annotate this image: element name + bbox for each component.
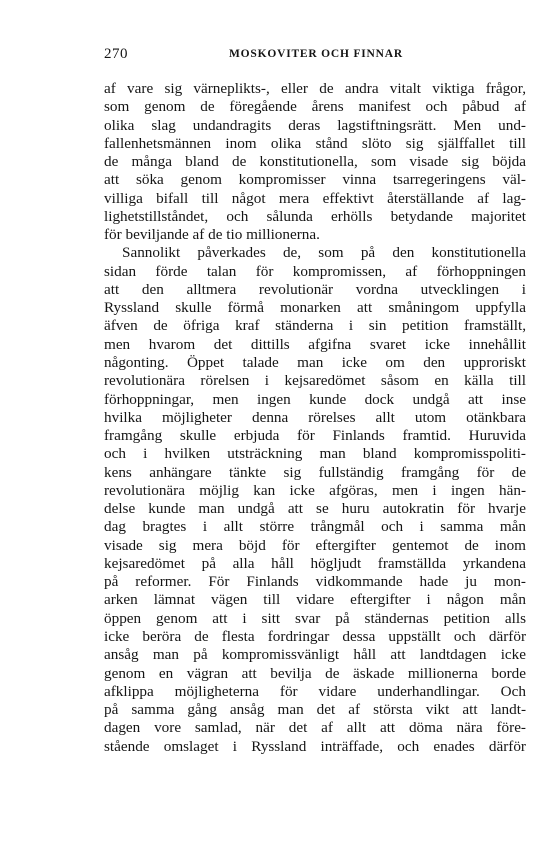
text-line: genom en vägran att bevilja de äskade millionerna borde bbox=[104, 664, 526, 682]
text-line: att den alltmera revolutionär vordna utvecklingen i bbox=[104, 280, 526, 298]
text-line: revolutionära rörelsen i kejsaredömet såsom en källa till bbox=[104, 372, 526, 390]
text-line: dag bragtes i allt större trångmål och i samma mån bbox=[104, 518, 526, 536]
text-line: hvilka möjligheter denna rörelses allt utom otänkbara bbox=[104, 408, 526, 426]
text-line: men hvarom det dittills afgifna svaret icke innehållit bbox=[104, 335, 526, 353]
text-line: fallenhetsmännen inom olika stånd slöto sig själffallet till bbox=[104, 134, 526, 152]
text-line: för beviljande af de tio millionerna. bbox=[104, 226, 320, 244]
text-line: framgång skulle erbjuda för Finlands framtid. Huruvida bbox=[104, 427, 526, 445]
text-line: lighetstillståndet, och sålunda erhölls betydande majoritet bbox=[104, 207, 526, 225]
text-line: Sannolikt påverkades de, som på den konstitutionella bbox=[122, 244, 526, 262]
text-line: olika slag undandragits deras lagstiftningsrätt. Men und- bbox=[104, 116, 526, 134]
body-text bbox=[104, 80, 526, 756]
text-line: kens anhängare tänkte sig fullständig framgång för de bbox=[104, 463, 526, 481]
text-line: öppen genom att i sitt svar på ständernas petition alls bbox=[104, 609, 526, 627]
text-line: äfven de öfriga kraf ständerna i sin petition framställt, bbox=[104, 317, 526, 335]
text-line: af vare sig värneplikts-, eller de andra vitalt viktiga frågor, bbox=[104, 80, 526, 97]
text-line: dagen vore samlad, när det af allt att döma nära före- bbox=[104, 719, 526, 737]
text-line: stående omslaget i Ryssland inträffade, och enades därför bbox=[104, 737, 526, 755]
text-line: de många bland de konstitutionella, som visade sig böjda bbox=[104, 153, 526, 171]
text-line: visade sig mera böjd för eftergifter gentemot de inom bbox=[104, 536, 526, 554]
text-line: kejsaredömet på alla håll högljudt framställda yrkandena bbox=[104, 554, 526, 572]
text-line: revolutionära möjlig kan icke afgöras, men i ingen hän- bbox=[104, 481, 526, 499]
text-line: afklippa möjligheterna för vidare underhandlingar. Och bbox=[104, 682, 526, 700]
text-line: och i hvilken utsträckning man bland kompromisspoliti- bbox=[104, 445, 526, 463]
text-line: på reformer. För Finlands vidkommande hade ju mon- bbox=[104, 573, 526, 591]
text-line: arken lämnat vägen till vidare eftergifter i någon mån bbox=[104, 591, 526, 609]
text-line: på samma gång ansåg man det af största vikt att landt- bbox=[104, 701, 526, 719]
text-line: Ryssland skulle förmå monarken att småningom uppfylla bbox=[104, 299, 526, 317]
text-line: villiga bifall till något mera effektivt återställande af lag- bbox=[104, 189, 526, 207]
text-line: icke beröra de flesta fordringar dessa uppställt och därför bbox=[104, 627, 526, 645]
text-line: som genom de föregående årens manifest och påbud af bbox=[104, 98, 526, 116]
text-line: ansåg man på kompromissvänligt håll att landtdagen icke bbox=[104, 646, 526, 664]
text-line: någonting. Öppet talade man icke om den upproriskt bbox=[104, 353, 526, 371]
page-header bbox=[104, 46, 524, 66]
running-title: MOSKOVITER OCH FINNAR bbox=[229, 48, 403, 60]
page-number: 270 bbox=[104, 46, 128, 62]
text-line: att söka genom kompromisser vinna tsarregeringens väl- bbox=[104, 171, 526, 189]
text-line: delse kunde man undgå att se huru autokratin för hvarje bbox=[104, 500, 526, 518]
text-line: sidan förde talan för kompromissen, af förhoppningen bbox=[104, 262, 526, 280]
text-line: förhoppningar, men ingen kunde dock undgå att inse bbox=[104, 390, 526, 408]
